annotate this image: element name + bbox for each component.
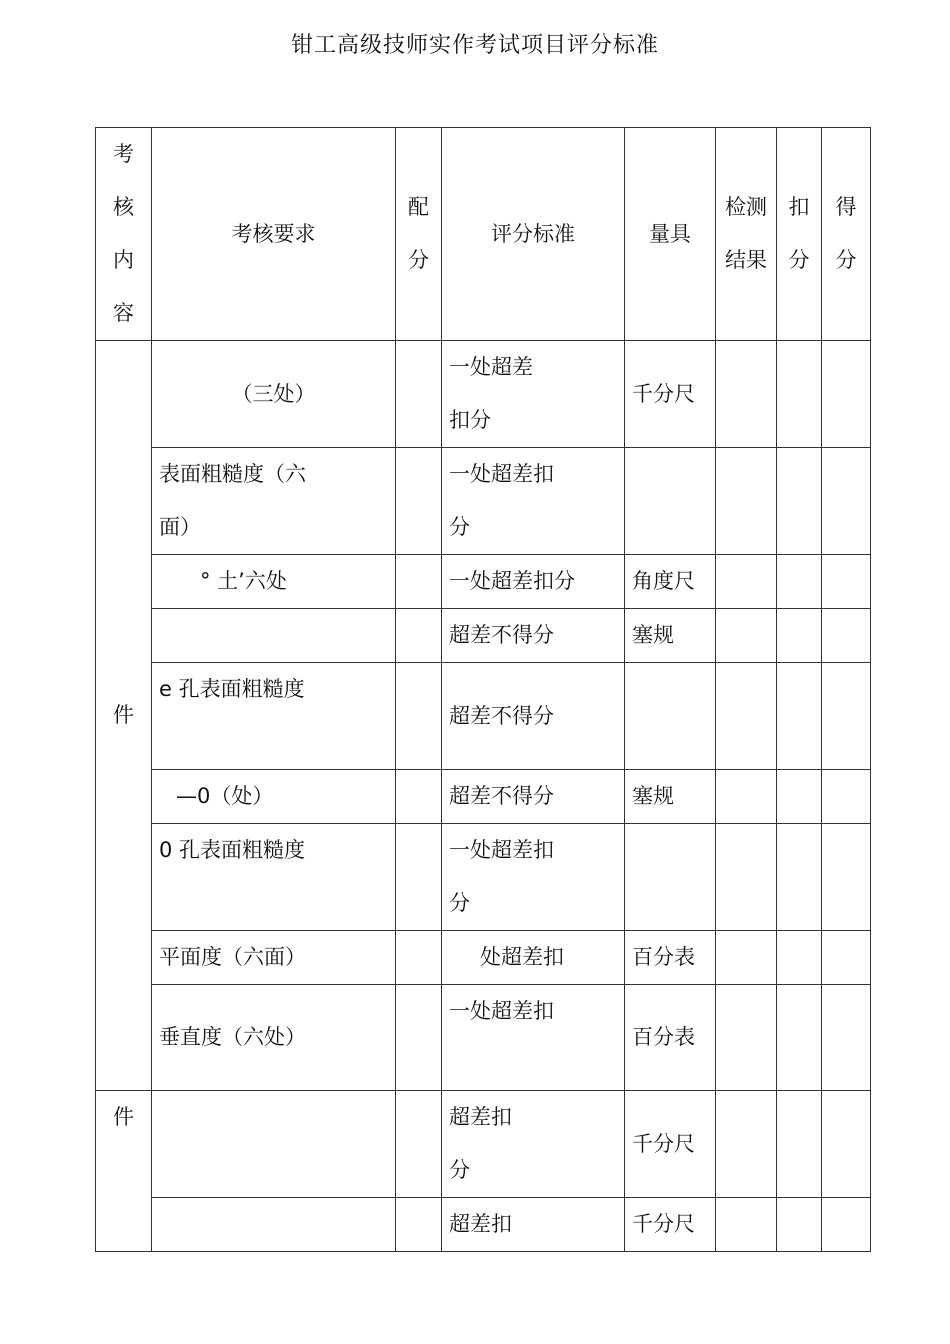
header-points: 配分: [396, 128, 442, 341]
score-cell: [822, 341, 871, 448]
result-cell: [716, 985, 777, 1091]
tool-cell: [625, 663, 716, 770]
deduct-cell: [777, 609, 822, 663]
criteria-cell: 超差不得分: [442, 663, 625, 770]
scoring-table: [95, 127, 871, 1252]
score-cell: [822, 1091, 871, 1198]
criteria-cell: 一处超差 扣分: [442, 341, 625, 448]
deduct-cell: [777, 555, 822, 609]
result-cell: [716, 448, 777, 555]
criteria-cell: 超差扣: [442, 1198, 625, 1252]
requirement-cell: 垂直度（六处）: [152, 985, 396, 1091]
requirement-cell: [152, 1198, 396, 1252]
deduct-cell: [777, 1091, 822, 1198]
criteria-cell: 一处超差扣 分: [442, 448, 625, 555]
score-cell: [822, 448, 871, 555]
score-cell: [822, 824, 871, 931]
table-row: [96, 770, 871, 824]
requirement-cell: 表面粗糙度（六 面）: [152, 448, 396, 555]
header-row: [96, 128, 871, 341]
points-cell: [396, 824, 442, 931]
score-cell: [822, 663, 871, 770]
table-row: [96, 985, 871, 1091]
result-cell: [716, 931, 777, 985]
score-cell: [822, 770, 871, 824]
table-row: [96, 609, 871, 663]
deduct-cell: [777, 931, 822, 985]
score-cell: [822, 985, 871, 1091]
deduct-cell: [777, 448, 822, 555]
points-cell: [396, 770, 442, 824]
tool-cell: [625, 448, 716, 555]
header-deduct: 扣分: [777, 128, 822, 341]
document-title: 钳工高级技师实作考试项目评分标准: [290, 33, 659, 58]
tool-cell: 千分尺: [625, 1198, 716, 1252]
points-cell: [396, 1198, 442, 1252]
result-cell: [716, 770, 777, 824]
points-cell: [396, 931, 442, 985]
table-row: [96, 448, 871, 555]
points-cell: [396, 1091, 442, 1198]
score-cell: [822, 931, 871, 985]
header-content: 考核内容: [96, 128, 152, 341]
header-requirement: 考核要求: [152, 128, 396, 341]
header-result: 检测结果: [716, 128, 777, 341]
points-cell: [396, 448, 442, 555]
tool-cell: 百分表: [625, 931, 716, 985]
criteria-cell: 超差不得分: [442, 770, 625, 824]
tool-cell: 角度尺: [625, 555, 716, 609]
result-cell: [716, 609, 777, 663]
table-row: [96, 931, 871, 985]
deduct-cell: [777, 663, 822, 770]
deduct-cell: [777, 1198, 822, 1252]
requirement-cell: 平面度（六面）: [152, 931, 396, 985]
header-criteria: 评分标准: [442, 128, 625, 341]
points-cell: [396, 663, 442, 770]
result-cell: [716, 824, 777, 931]
result-cell: [716, 1198, 777, 1252]
score-cell: [822, 609, 871, 663]
requirement-cell: e 孔表面粗糙度: [152, 663, 396, 770]
deduct-cell: [777, 770, 822, 824]
requirement-cell: —0（处）: [152, 770, 396, 824]
table-row: [96, 341, 871, 448]
result-cell: [716, 341, 777, 448]
table-row: [96, 663, 871, 770]
requirement-cell: （三处）: [152, 341, 396, 448]
deduct-cell: [777, 341, 822, 448]
criteria-cell: 处超差扣: [442, 931, 625, 985]
header-tool: 量具: [625, 128, 716, 341]
table-row: [96, 824, 871, 931]
points-cell: [396, 985, 442, 1091]
score-cell: [822, 1198, 871, 1252]
points-cell: [396, 555, 442, 609]
requirement-cell: 0 孔表面粗糙度: [152, 824, 396, 931]
table-row: [96, 1198, 871, 1252]
criteria-cell: 一处超差扣 分: [442, 824, 625, 931]
score-cell: [822, 555, 871, 609]
tool-cell: [625, 824, 716, 931]
tool-cell: 百分表: [625, 985, 716, 1091]
header-score: 得分: [822, 128, 871, 341]
result-cell: [716, 663, 777, 770]
result-cell: [716, 1091, 777, 1198]
group-label: 件: [96, 1091, 152, 1252]
tool-cell: 千分尺: [625, 1091, 716, 1198]
result-cell: [716, 555, 777, 609]
points-cell: [396, 341, 442, 448]
tool-cell: 塞规: [625, 770, 716, 824]
deduct-cell: [777, 824, 822, 931]
criteria-cell: 超差扣 分: [442, 1091, 625, 1198]
requirement-cell: [152, 1091, 396, 1198]
requirement-cell: [152, 609, 396, 663]
criteria-cell: 一处超差扣: [442, 985, 625, 1091]
group-label: 件: [96, 341, 152, 1091]
deduct-cell: [777, 985, 822, 1091]
criteria-cell: 一处超差扣分: [442, 555, 625, 609]
criteria-cell: 超差不得分: [442, 609, 625, 663]
tool-cell: 塞规: [625, 609, 716, 663]
table-row: [96, 555, 871, 609]
tool-cell: 千分尺: [625, 341, 716, 448]
requirement-cell: ° 土’六处: [152, 555, 396, 609]
points-cell: [396, 609, 442, 663]
table-row: [96, 1091, 871, 1198]
